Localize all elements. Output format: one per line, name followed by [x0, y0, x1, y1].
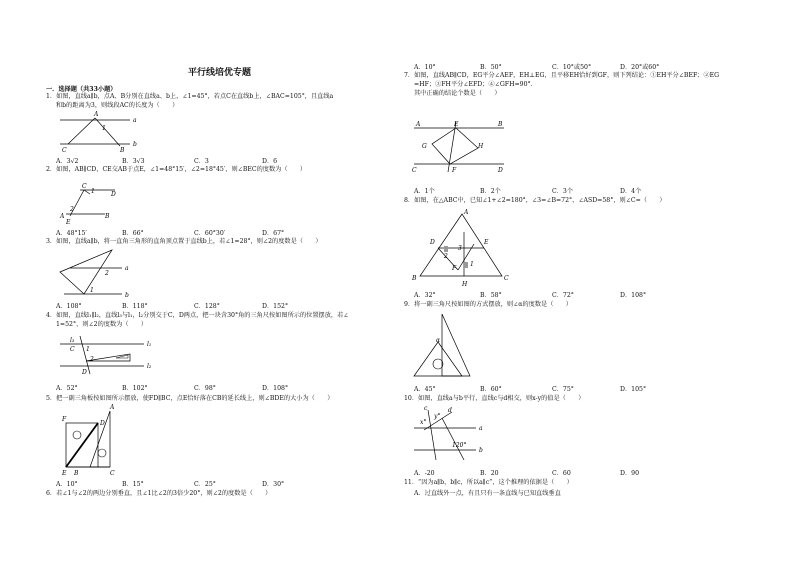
q5-fig-label: F: [62, 416, 67, 423]
q4-fig-label: 1: [86, 346, 90, 353]
q10-fig-label: y°: [434, 413, 441, 420]
q8-option-b: B．58°: [480, 292, 502, 299]
q7-line3: 其中正确的结论个数是（ ）: [414, 90, 501, 97]
q4-fig-label: l₃: [70, 337, 75, 344]
q1-line2: 和b的距离为3，则线段AC的长度为（ ）: [56, 102, 179, 109]
q10-fig-label: a: [479, 425, 483, 432]
q7-fig-label: E: [454, 121, 459, 128]
q2-option-b: B．66°: [122, 230, 144, 237]
q3-figure: [60, 248, 140, 298]
q11-option-a: A．过直线外一点，有且只有一条直线与已知直线垂直: [414, 490, 561, 497]
q7-option-d: D．4个: [620, 188, 642, 195]
q3-option-c: C．128°: [194, 303, 220, 310]
q1-option-d: D．6: [262, 158, 278, 165]
q7-option-b: B．2个: [480, 188, 501, 195]
q4-figure: [60, 334, 160, 378]
q10-fig-label: c: [424, 405, 428, 412]
q4-fig-label: C: [70, 346, 75, 353]
q4-fig-label: l₂: [147, 363, 152, 370]
q10-fig-label: x°: [420, 419, 427, 426]
q8-fig-label: A: [464, 209, 469, 216]
q7-line1: 7．如图，直线AB∥CD，EG平分∠AEF，EH⊥EG，且平移EH恰好到GF，则下列结论：①EH平分∠BEF；②EG: [404, 72, 720, 79]
q10-fig-label: 120°: [452, 442, 467, 449]
q6-option-c: C．10°或50°: [552, 64, 592, 71]
q5-fig-label: C: [110, 470, 115, 477]
q4-option-d: D．108°: [262, 385, 289, 392]
q2-fig-label: E: [66, 219, 71, 226]
q9-option-d: D．105°: [620, 386, 647, 393]
q8-fig-label: 2: [444, 253, 448, 260]
q7-option-a: A．1个: [414, 188, 435, 195]
q2-fig-label: A: [60, 213, 65, 220]
q1-fig-label: B: [120, 147, 125, 154]
q10-option-d: D．90: [620, 470, 640, 477]
q5-option-d: D．30°: [262, 481, 285, 488]
q1-option-a: A．3√2: [56, 158, 79, 165]
q10-fig-label: d: [448, 407, 452, 414]
q3-fig-label: 2: [105, 270, 109, 277]
q2-fig-label: B: [105, 213, 110, 220]
q1-fig-label: a: [133, 117, 137, 124]
q7-fig-label: H: [478, 143, 484, 150]
q3-option-a: A．108°: [56, 303, 82, 310]
q9-option-a: A．45°: [414, 386, 436, 393]
q7-fig-label: G: [422, 143, 427, 150]
q8-fig-label: F: [452, 265, 457, 272]
q7-fig-label: D: [498, 167, 503, 174]
q2-fig-label: 2: [70, 206, 74, 213]
q6-option-d: D．20°或60°: [620, 64, 660, 71]
q2-option-d: D．67°: [262, 230, 285, 237]
q1-fig-label: b: [133, 141, 137, 148]
q3-fig-label: a: [125, 265, 129, 272]
q2-fig-label: D: [111, 191, 116, 198]
q1-figure: [60, 112, 150, 152]
q5-fig-label: A: [110, 404, 115, 411]
q3-fig-label: 1: [90, 287, 94, 294]
q8-figure: [412, 208, 512, 288]
q10-option-b: B．20: [480, 470, 499, 477]
q6-line1: 6．若∠1与∠2的两边分别垂直，且∠1比∠2的3倍少20°，则∠2的度数是（ ）: [46, 490, 272, 497]
q5-option-b: B．15°: [122, 481, 144, 488]
q2-option-a: A．48°15′: [56, 230, 87, 237]
q9-option-c: C．75°: [552, 386, 574, 393]
q1-line1: 1．如图，直线a∥b，点A、B分别在直线a、b上，∠1=45°，若点C在直线b上，∠BAC=105°，且直线a: [46, 93, 334, 100]
q5-figure: [60, 405, 130, 475]
q10-option-c: C．60: [552, 470, 571, 477]
q5-line1: 5．把一副三角板按如图所示摆放，使FD∥BC，点E恰好落在CB的延长线上，则∠BDE的大小为（ ）: [46, 395, 334, 402]
q8-fig-label: D: [430, 239, 435, 246]
q4-line2: 1=52°，则∠2的度数为（ ）: [56, 321, 148, 328]
q2-fig-label: C: [82, 183, 87, 190]
q5-fig-label: B: [74, 470, 79, 477]
q3-fig-label: b: [125, 292, 129, 299]
q1-option-b: B．3√3: [122, 158, 145, 165]
q4-line1: 4．如图，直线l₁∥l₂，直线l₃与l₁，l₂分别交于C，D两点，把一块含30°角的三角尺按如图所示的位置摆放，若∠: [46, 312, 349, 319]
q4-fig-label: D: [82, 369, 87, 376]
q6-option-b: B．50°: [480, 64, 502, 71]
q8-option-a: A．32°: [414, 292, 436, 299]
q11-line1: 11．“因为a∥b，b∥c，所以a∥c”，这个推理的依据是（ ）: [404, 479, 573, 486]
q8-option-c: C．72°: [552, 292, 574, 299]
q1-fig-label: 1: [102, 125, 106, 132]
page-title: 平行线培优专题: [188, 68, 252, 78]
q7-fig-label: C: [412, 167, 417, 174]
q10-line1: 10．如图，直线a与b平行，直线c与d相交，则x-y的值是（ ）: [404, 395, 585, 402]
q5-fig-label: E: [62, 470, 67, 477]
q9-figure: [412, 312, 482, 380]
q5-fig-label: D: [100, 420, 105, 427]
q2-line1: 2．如图，AB∥CD，CE交AB于点E，∠1=48°15′，∠2=18°45′，则∠BEC的度数为（ ）: [46, 166, 307, 173]
q10-option-a: A．-20: [414, 470, 435, 477]
section-heading: 一．选择题（共33小题）: [46, 86, 117, 93]
q7-fig-label: F: [452, 167, 457, 174]
q10-figure: [412, 404, 502, 464]
q2-option-c: C．60°30′: [194, 230, 226, 237]
q2-fig-label: 1: [91, 188, 95, 195]
q5-option-a: A．10°: [56, 481, 78, 488]
q7-figure: [412, 118, 512, 178]
q9-fig-label: α: [436, 337, 441, 344]
q7-option-c: C．3个: [552, 188, 574, 195]
q1-fig-label: A: [94, 111, 99, 118]
q2-figure: [60, 180, 130, 226]
q7-fig-label: A: [416, 121, 421, 128]
q8-fig-label: B: [412, 275, 417, 282]
q6-option-a: A．10°: [414, 64, 436, 71]
q4-option-a: A．52°: [56, 385, 78, 392]
q4-option-b: B．102°: [122, 385, 148, 392]
q1-option-c: C．3: [194, 158, 209, 165]
q8-fig-label: H: [462, 281, 468, 288]
q9-option-b: B．60°: [480, 386, 502, 393]
q8-fig-label: 3: [458, 245, 462, 252]
q5-option-c: C．25°: [194, 481, 216, 488]
q7-line2: =HF；③FH平分∠EFD；④∠GFH=90°．: [414, 81, 537, 88]
q4-option-c: C．98°: [194, 385, 216, 392]
q8-option-d: D．108°: [620, 292, 647, 299]
q10-fig-label: b: [479, 447, 483, 454]
q7-fig-label: B: [498, 121, 503, 128]
q3-option-b: B．118°: [122, 303, 148, 310]
q8-line1: 8．如图，在△ABC中，已知∠1+∠2=180°，∠3=∠B=72°，∠ASD=58°，则∠C=（ ）: [404, 197, 666, 204]
q8-fig-label: E: [484, 239, 489, 246]
q8-fig-label: 1: [470, 261, 474, 268]
q3-option-d: D．152°: [262, 303, 289, 310]
q8-fig-label: C: [504, 275, 509, 282]
q3-line1: 3．如图，直线a∥b，将一直角三角形的直角顶点置于直线b上，若∠1=28°，则∠2的度数是（ ）: [46, 238, 322, 245]
q4-fig-label: 2: [90, 356, 94, 363]
q4-fig-label: l₁: [147, 341, 152, 348]
q9-line1: 9．将一副三角尺按如图的方式摆放，则∠α的度数是（ ）: [404, 301, 572, 308]
q1-fig-label: C: [62, 147, 67, 154]
